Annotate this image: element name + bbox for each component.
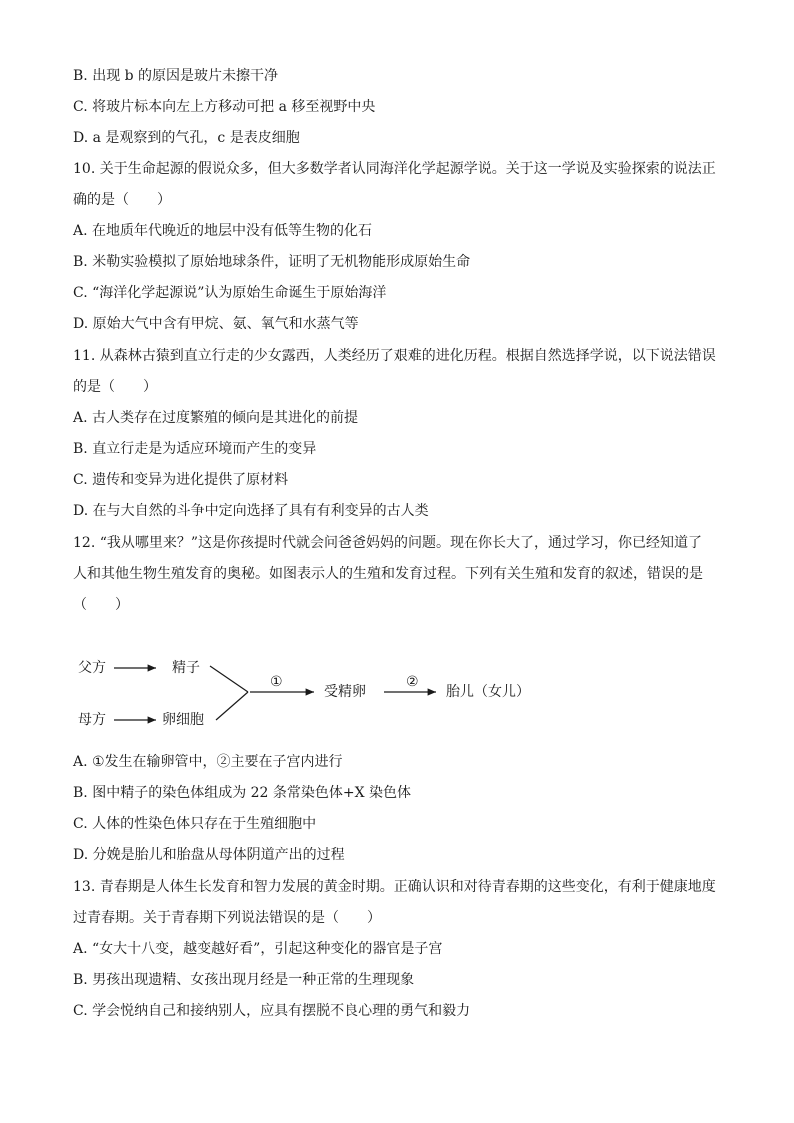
question-12-stem-line-1: 12. “我从哪里来？”这是你孩提时代就会问爸爸妈妈的问题。现在你长大了，通过学习，你已经知道了 bbox=[73, 535, 703, 551]
question-10-stem-line-2: 确的是（ ） bbox=[73, 192, 171, 208]
option-9b: B. 出现 b 的原因是玻片未擦干净 bbox=[73, 68, 279, 84]
option-12d: D. 分娩是胎儿和胎盘从母体阴道产出的过程 bbox=[73, 847, 345, 863]
option-12a: A. ①发生在输卵管中，②主要在子宫内进行 bbox=[73, 754, 343, 770]
join-line-upper bbox=[210, 666, 248, 692]
option-11a: A. 古人类存在过度繁殖的倾向是其进化的前提 bbox=[73, 410, 359, 426]
option-11d: D. 在与大自然的斗争中定向选择了具有有利变异的古人类 bbox=[73, 503, 429, 519]
question-12-stem-line-3: （ ） bbox=[73, 597, 129, 613]
label-zygote: 受精卵 bbox=[324, 684, 366, 700]
option-11b: B. 直立行走是为适应环境而产生的变异 bbox=[73, 441, 317, 457]
question-13-stem-line-1: 13. 青春期是人体生长发育和智力发展的黄金时期。正确认识和对待青春期的这些变化，有利于健康地度 bbox=[73, 879, 716, 895]
option-10c: C. “海洋化学起源说”认为原始生命诞生于原始海洋 bbox=[73, 285, 387, 301]
option-13a: A. “女大十八变，越变越好看”，引起这种变化的器官是子宫 bbox=[73, 941, 443, 957]
option-10d: D. 原始大气中含有甲烷、氨、氧气和水蒸气等 bbox=[73, 316, 359, 332]
question-13-stem-line-2: 过青春期。关于青春期下列说法错误的是（ ） bbox=[73, 910, 381, 926]
label-fetus: 胎儿（女儿） bbox=[446, 684, 530, 700]
option-13b: B. 男孩出现遗精、女孩出现月经是一种正常的生理现象 bbox=[73, 972, 415, 988]
join-line-lower bbox=[216, 692, 248, 720]
label-father: 父方 bbox=[78, 660, 106, 676]
reproduction-flow-diagram bbox=[70, 648, 550, 738]
question-11-stem-line-1: 11. 从森林古猿到直立行走的少女露西，人类经历了艰难的进化历程。根据自然选择学说，以下说法错误 bbox=[73, 348, 716, 364]
question-11-stem-line-2: 的是（ ） bbox=[73, 379, 157, 395]
option-12c: C. 人体的性染色体只存在于生殖细胞中 bbox=[73, 816, 317, 832]
option-9c: C. 将玻片标本向左上方移动可把 a 移至视野中央 bbox=[73, 99, 376, 115]
question-12-stem-line-2: 人和其他生物生殖发育的奥秘。如图表示人的生殖和发育过程。下列有关生殖和发育的叙述，错误的是 bbox=[73, 566, 703, 582]
question-10-stem-line-1: 10. 关于生命起源的假说众多，但大多数学者认同海洋化学起源学说。关于这一学说及实验探索的说法正 bbox=[73, 161, 716, 177]
option-10b: B. 米勒实验模拟了原始地球条件，证明了无机物能形成原始生命 bbox=[73, 254, 471, 270]
label-sperm: 精子 bbox=[172, 660, 200, 676]
option-13c: C. 学会悦纳自己和接纳别人，应具有摆脱不良心理的勇气和毅力 bbox=[73, 1003, 471, 1019]
label-egg: 卵细胞 bbox=[162, 712, 204, 728]
option-12b: B. 图中精子的染色体组成为 22 条常染色体+X 染色体 bbox=[73, 785, 412, 801]
label-step-1: ① bbox=[270, 674, 283, 690]
label-mother: 母方 bbox=[78, 712, 106, 728]
option-10a: A. 在地质年代晚近的地层中没有低等生物的化石 bbox=[73, 223, 373, 239]
option-9d: D. a 是观察到的气孔，c 是表皮细胞 bbox=[73, 130, 300, 146]
label-step-2: ② bbox=[406, 674, 419, 690]
option-11c: C. 遗传和变异为进化提供了原材料 bbox=[73, 472, 289, 488]
